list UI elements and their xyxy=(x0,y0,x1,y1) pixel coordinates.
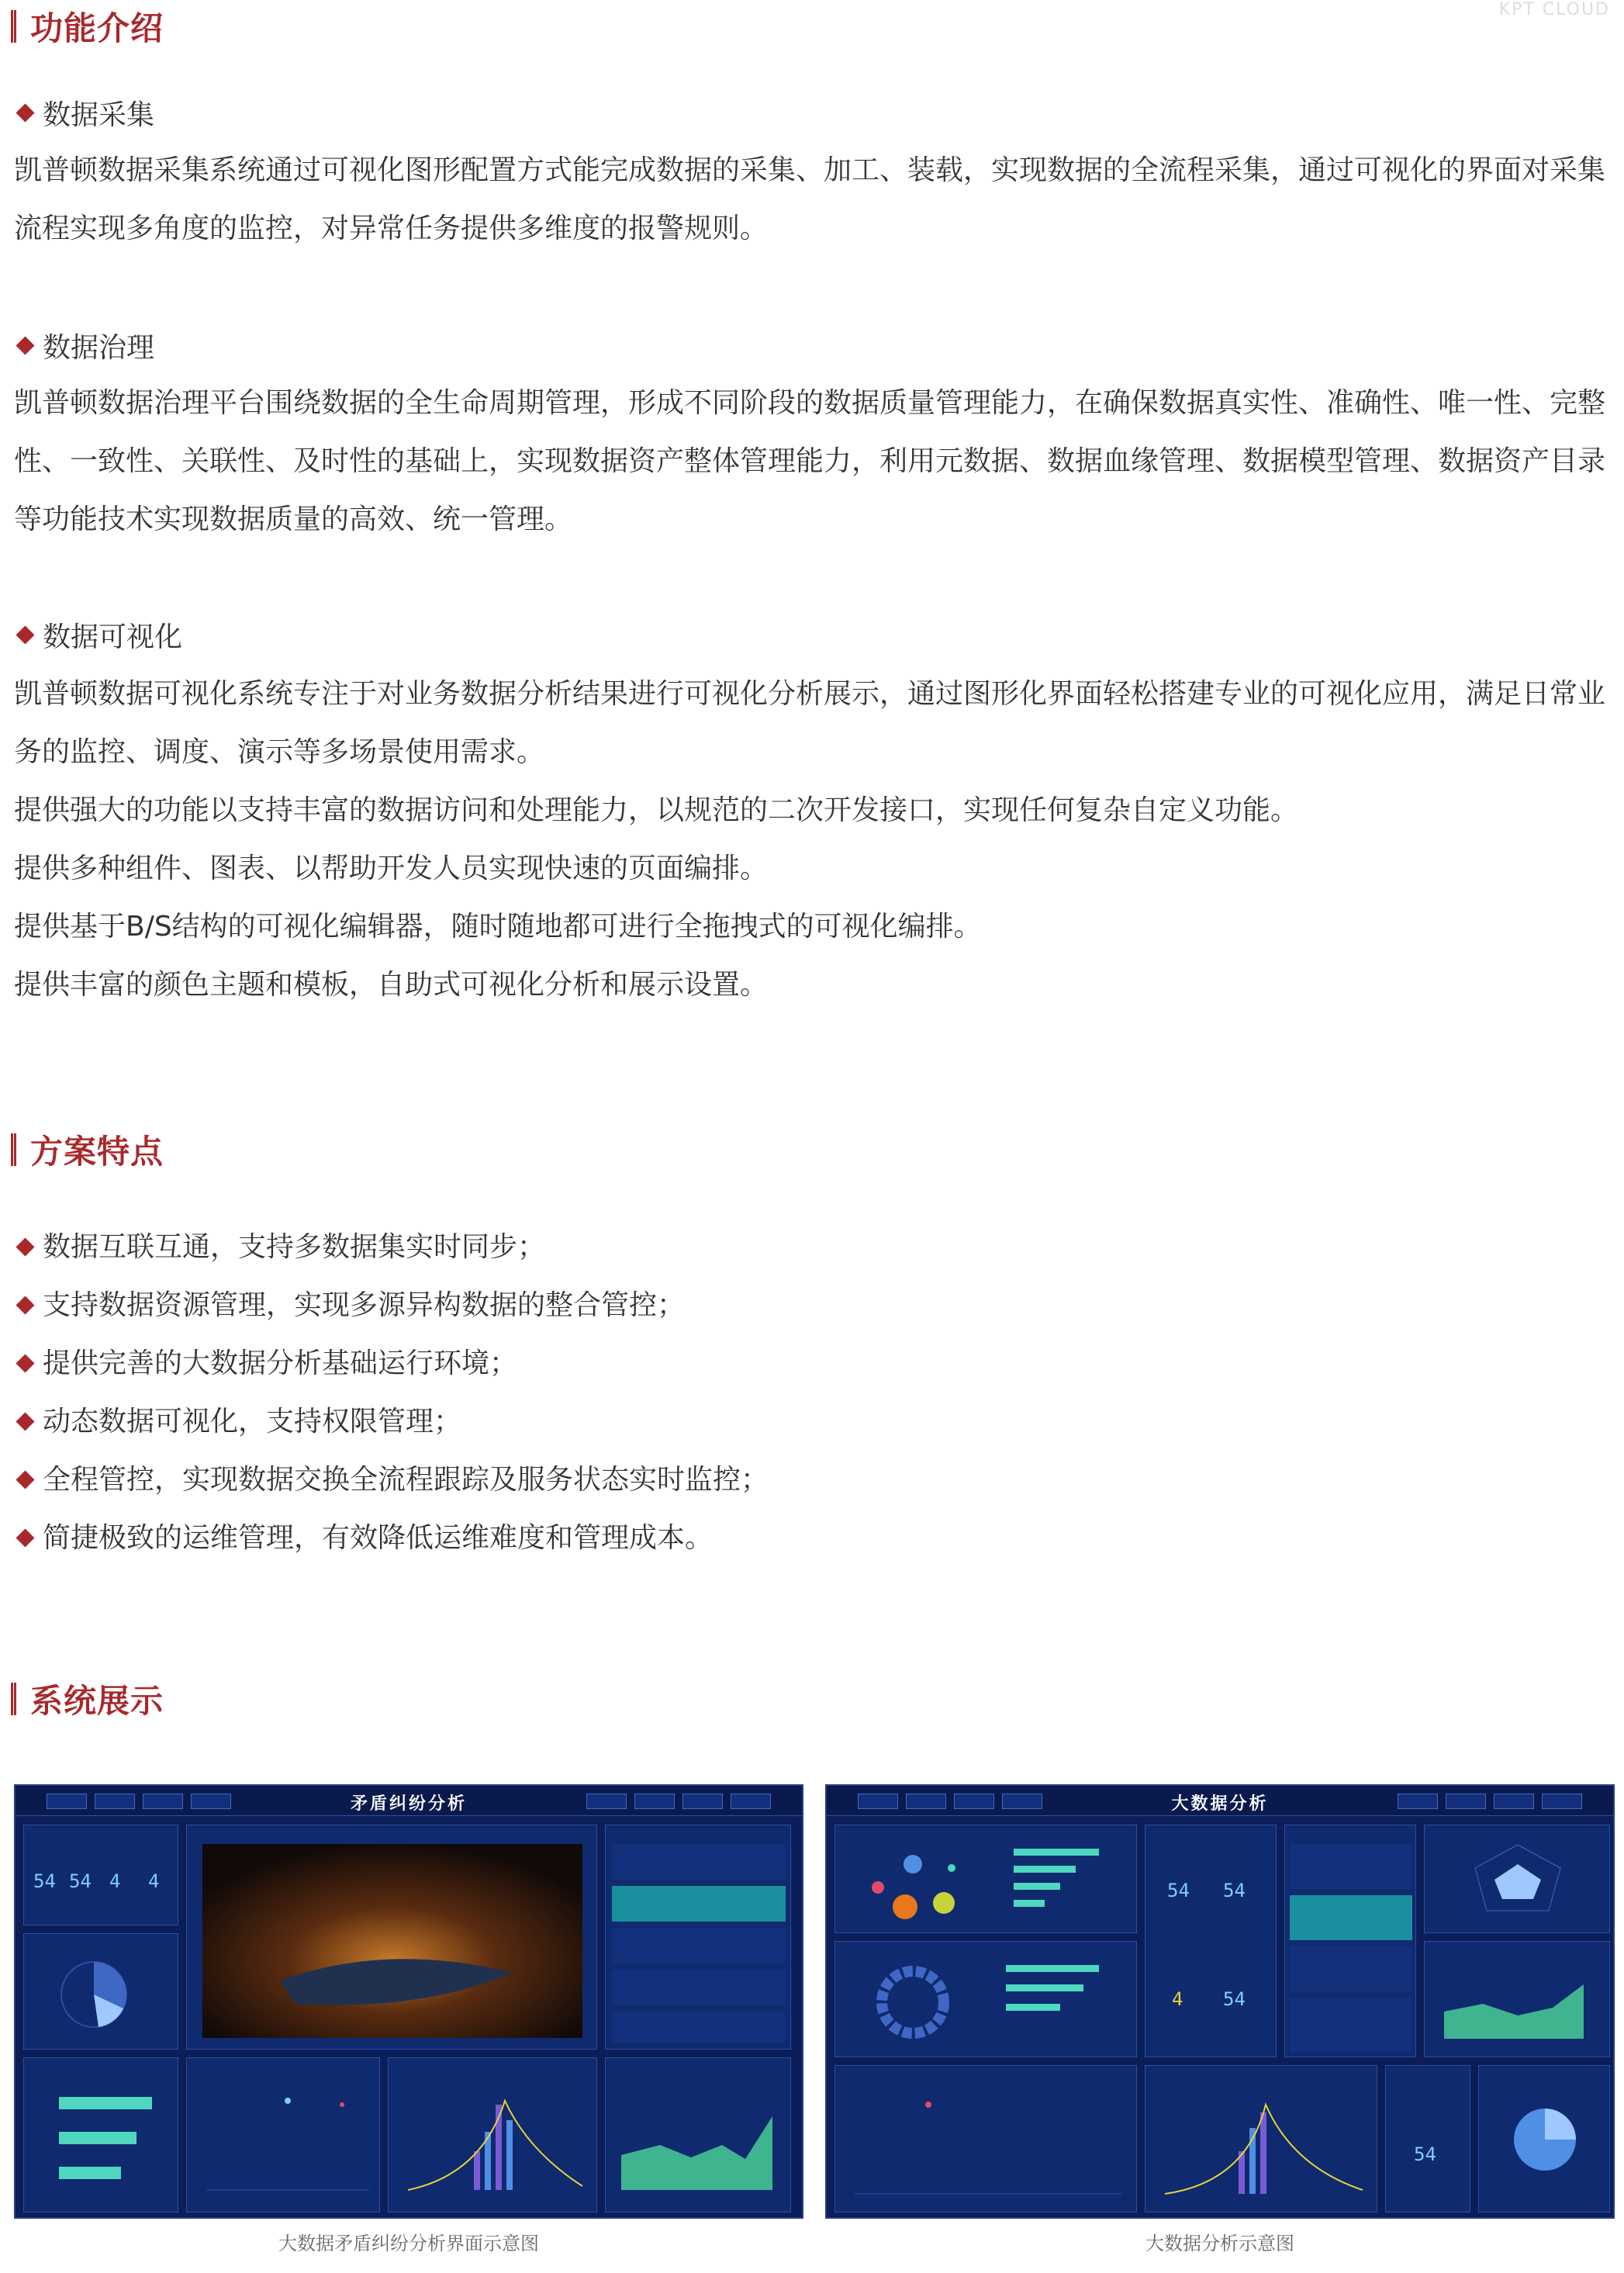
dashboard-tab xyxy=(1446,1794,1486,1809)
list-panel xyxy=(605,1825,791,2050)
radar-panel xyxy=(1424,1825,1610,1933)
night-photo-panel xyxy=(186,1825,597,2050)
paragraph-data-governance xyxy=(14,374,1612,548)
dashboard-title: 大数据分析 xyxy=(1171,1794,1269,1814)
pie-panel xyxy=(1478,2065,1610,2212)
section-bar-icon xyxy=(11,10,16,43)
radar-chart-graphic xyxy=(1425,1825,1611,1934)
subheading-label: 数据采集 xyxy=(43,99,155,131)
list-item xyxy=(14,1218,769,1276)
dashboard-tab xyxy=(954,1794,994,1809)
section-title: 系统展示 xyxy=(30,1682,164,1720)
diamond-bullet-icon xyxy=(16,1237,34,1256)
paragraph-data-collection xyxy=(14,141,1612,258)
subheading-data-governance xyxy=(14,326,154,365)
section-header-solution xyxy=(11,1126,164,1173)
pie-panel xyxy=(23,1933,178,2050)
paragraph-data-visualization xyxy=(14,665,1612,1014)
bubble-chart-graphic xyxy=(835,1825,1138,1934)
list-item-text: 支持数据资源管理，实现多源异构数据的整合管控； xyxy=(43,1289,686,1321)
list-rows-graphic xyxy=(1285,1825,1417,2058)
scatter-chart-graphic xyxy=(187,2058,381,2213)
stat-number: 54 xyxy=(1414,2143,1436,2165)
dashboard-tab xyxy=(858,1794,898,1809)
dashboard-tab xyxy=(191,1794,231,1809)
figure-caption: 大数据分析示意图 xyxy=(1145,2233,1294,2254)
section-header-display xyxy=(11,1676,164,1722)
stat-number: 54 xyxy=(1223,1988,1246,2010)
combo-panel xyxy=(1145,2065,1377,2212)
area-panel xyxy=(605,2057,791,2212)
combo-panel xyxy=(388,2057,597,2212)
dashboard-tab xyxy=(634,1794,675,1809)
list-item-text: 简捷极致的运维管理，有效降低运维难度和管理成本。 xyxy=(43,1522,714,1554)
dashboard-tab xyxy=(1542,1794,1582,1809)
section-bar-icon xyxy=(11,1683,16,1715)
dashboard-tab xyxy=(906,1794,946,1809)
dashboard-tab xyxy=(143,1794,183,1809)
bar-panel xyxy=(23,2057,178,2212)
area-panel xyxy=(1424,1941,1610,2057)
dashboard-tab xyxy=(47,1794,87,1809)
bubble-panel xyxy=(834,1825,1137,1933)
list-item xyxy=(14,1276,769,1334)
stat-number: 4 xyxy=(148,1870,160,1892)
diamond-bullet-icon xyxy=(16,1412,34,1431)
list-item-text: 动态数据可视化，支持权限管理； xyxy=(43,1406,462,1437)
pie-chart-graphic xyxy=(1479,2066,1611,2213)
stats-panel xyxy=(23,1825,178,1925)
section-bar-icon xyxy=(11,1133,16,1166)
diamond-bullet-icon xyxy=(16,1470,34,1489)
paragraph-text: 凯普顿数据可视化系统专注于对业务数据分析结果进行可视化分析展示，通过图形化界面轻松搭建专业的可视化应用，满足日常业务的监控、调度、演示等多场景使用需求。 xyxy=(14,678,1606,768)
dashboard-tab xyxy=(1398,1794,1438,1809)
subheading-data-collection xyxy=(14,93,154,133)
stat-number: 54 xyxy=(69,1870,92,1892)
paragraph-text: 凯普顿数据采集系统通过可视化图形配置方式能完成数据的采集、加工、装载，实现数据的全流程采集，通过可视化的界面对采集流程实现多角度的监控，对异常任务提供多维度的报警规则。 xyxy=(14,154,1606,244)
brand-logo: KPT CLOUD xyxy=(1498,0,1610,19)
diamond-bullet-icon xyxy=(16,1354,34,1372)
combo-chart-graphic xyxy=(1145,2066,1378,2213)
diamond-bullet-icon xyxy=(16,1528,34,1547)
scatter-chart-graphic xyxy=(835,2066,1138,2213)
diamond-bullet-icon xyxy=(16,336,34,355)
kpi-panel xyxy=(1145,1825,1277,2057)
stat-number: 54 xyxy=(33,1870,56,1892)
diamond-bullet-icon xyxy=(16,625,34,644)
city-night-photo xyxy=(187,1825,598,2050)
area-chart-graphic xyxy=(1425,1942,1611,2058)
scatter-panel xyxy=(834,2065,1137,2212)
stat-number: 54 xyxy=(1223,1880,1246,1901)
paragraph-text: 提供强大的功能以支持丰富的数据访问和处理能力，以规范的二次开发接口，实现任何复杂自定义功能。 xyxy=(14,794,1299,826)
dashboard-tab xyxy=(682,1794,723,1809)
hbar-chart-graphic xyxy=(24,2058,179,2213)
paragraph-text: 提供多种组件、图表、以帮助开发人员实现快速的页面编排。 xyxy=(14,853,769,884)
donut-chart-graphic xyxy=(835,1942,1138,2058)
section-header-features xyxy=(11,3,164,50)
section-title: 方案特点 xyxy=(30,1133,164,1171)
dashboard-screenshot-bigdata xyxy=(825,1784,1615,2219)
subheading-label: 数据治理 xyxy=(43,332,155,364)
paragraph-text: 提供丰富的颜色主题和模板，自助式可视化分析和展示设置。 xyxy=(14,969,769,1001)
scatter-panel xyxy=(186,2057,380,2212)
dashboard-tab xyxy=(731,1794,771,1809)
donut-panel xyxy=(834,1941,1137,2057)
paragraph-text: 提供基于B/S结构的可视化编辑器，随时随地都可进行全拖拽式的可视化编排。 xyxy=(14,911,982,943)
figure-caption: 大数据矛盾纠纷分析界面示意图 xyxy=(278,2233,539,2254)
list-item-text: 提供完善的大数据分析基础运行环境； xyxy=(43,1348,518,1379)
diamond-bullet-icon xyxy=(16,103,34,122)
list-item-text: 全程管控，实现数据交换全流程跟踪及服务状态实时监控； xyxy=(43,1464,769,1496)
diamond-bullet-icon xyxy=(16,1296,34,1314)
list-item xyxy=(14,1509,769,1567)
dashboard-tabs-left xyxy=(858,1794,1042,1809)
stat-number: 4 xyxy=(1172,1988,1183,2010)
section-title: 功能介绍 xyxy=(30,9,164,47)
stat-number: 4 xyxy=(109,1870,121,1892)
dashboard-tab xyxy=(1002,1794,1042,1809)
area-chart-graphic xyxy=(606,2058,792,2213)
dashboard-tabs-right xyxy=(1398,1794,1582,1809)
dashboard-tab xyxy=(586,1794,627,1809)
stat-number: 54 xyxy=(1167,1880,1190,1901)
list-item xyxy=(14,1451,769,1509)
list-rows-graphic xyxy=(606,1825,792,2050)
dashboard-tabs-right xyxy=(586,1794,771,1809)
paragraph-text: 凯普顿数据治理平台围绕数据的全生命周期管理，形成不同阶段的数据质量管理能力，在确保数据真实性、准确性、唯一性、完整性、一致性、关联性、及时性的基础上，实现数据资产整体管理能力，利用元数据、数据血缘管理、数据模型管理、数据资产目录等功能技术实现数据质量的高效、统一管理。 xyxy=(14,387,1606,535)
single-kpi-panel xyxy=(1385,2065,1470,2212)
list-item xyxy=(14,1334,769,1393)
list-panel xyxy=(1284,1825,1416,2057)
combo-chart-graphic xyxy=(389,2058,598,2213)
subheading-data-visualization xyxy=(14,615,182,655)
dashboard-screenshot-conflict xyxy=(14,1784,803,2219)
subheading-label: 数据可视化 xyxy=(43,621,183,653)
dashboard-title: 矛盾纠纷分析 xyxy=(350,1794,468,1814)
list-item-text: 数据互联互通，支持多数据集实时同步； xyxy=(43,1231,546,1263)
dashboard-tab xyxy=(1494,1794,1534,1809)
pie-chart-graphic xyxy=(24,1934,179,2050)
dashboard-tab xyxy=(95,1794,135,1809)
feature-list xyxy=(14,1218,769,1567)
list-item xyxy=(14,1393,769,1451)
dashboard-tabs-left xyxy=(47,1794,231,1809)
